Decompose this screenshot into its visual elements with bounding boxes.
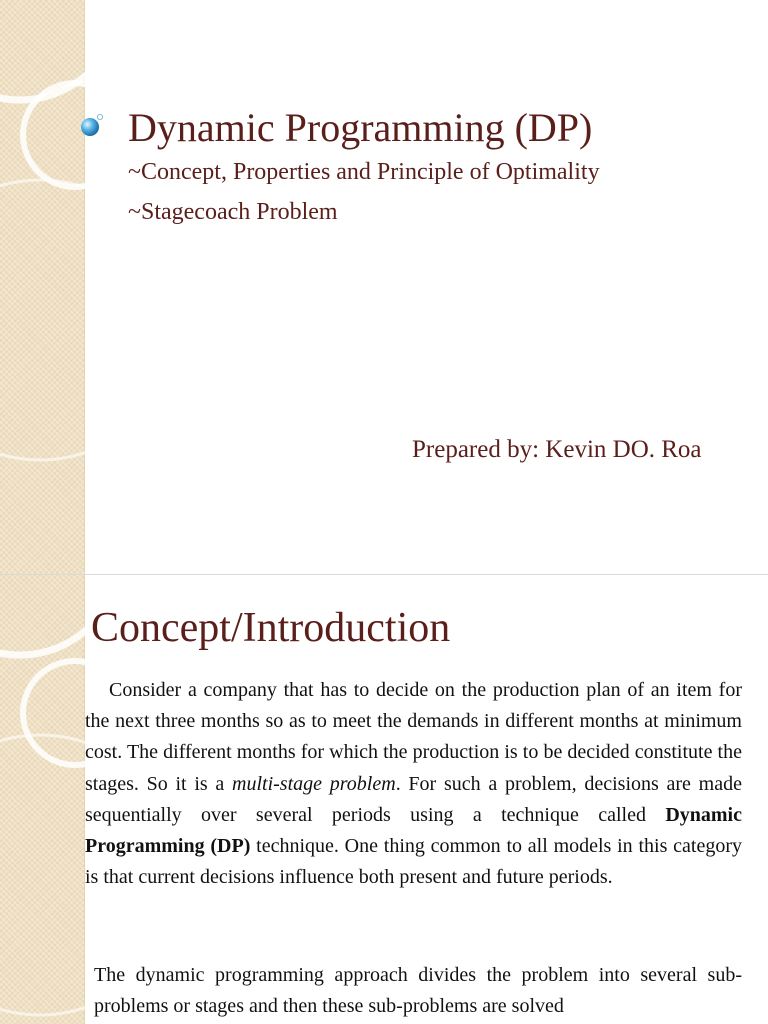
presentation-title: Dynamic Programming (DP) [128,105,593,150]
dp-approach-paragraph: The dynamic programming approach divides the problem into several sub-problems or stages and then these sub-problems are solved [94,964,742,1018]
subtitle-line-2: ~Stagecoach Problem [128,199,338,225]
multi-stage-emphasis: multi-stage problem [232,772,396,795]
slide-concept-introduction [0,575,768,1024]
bullet-orb-icon [80,113,106,139]
intro-text-part-3: technique. One thing common to all models in this category is that current decisions influence both present and future periods. [85,835,742,889]
decorative-arcs [0,0,200,575]
subtitle-line-1: ~Concept, Properties and Principle of Optimality [128,159,600,185]
dp-technique-bold: Dynamic Programming (DP) [85,803,742,858]
intro-paragraph [85,675,742,893]
intro-text-part-1: Consider a company that has to decide on the production plan of an item for the next three months so as to meet the demands in different months at minimum cost. The different months for which the production is to be decided constitute the stages. So it is a [85,679,742,795]
author-credit: Prepared by: Kevin DO. Roa [412,436,702,463]
intro-text-part-2: . For such a problem, decisions are made sequentially over several periods using a technique called [85,772,742,826]
section-title: Concept/Introduction [91,605,451,651]
